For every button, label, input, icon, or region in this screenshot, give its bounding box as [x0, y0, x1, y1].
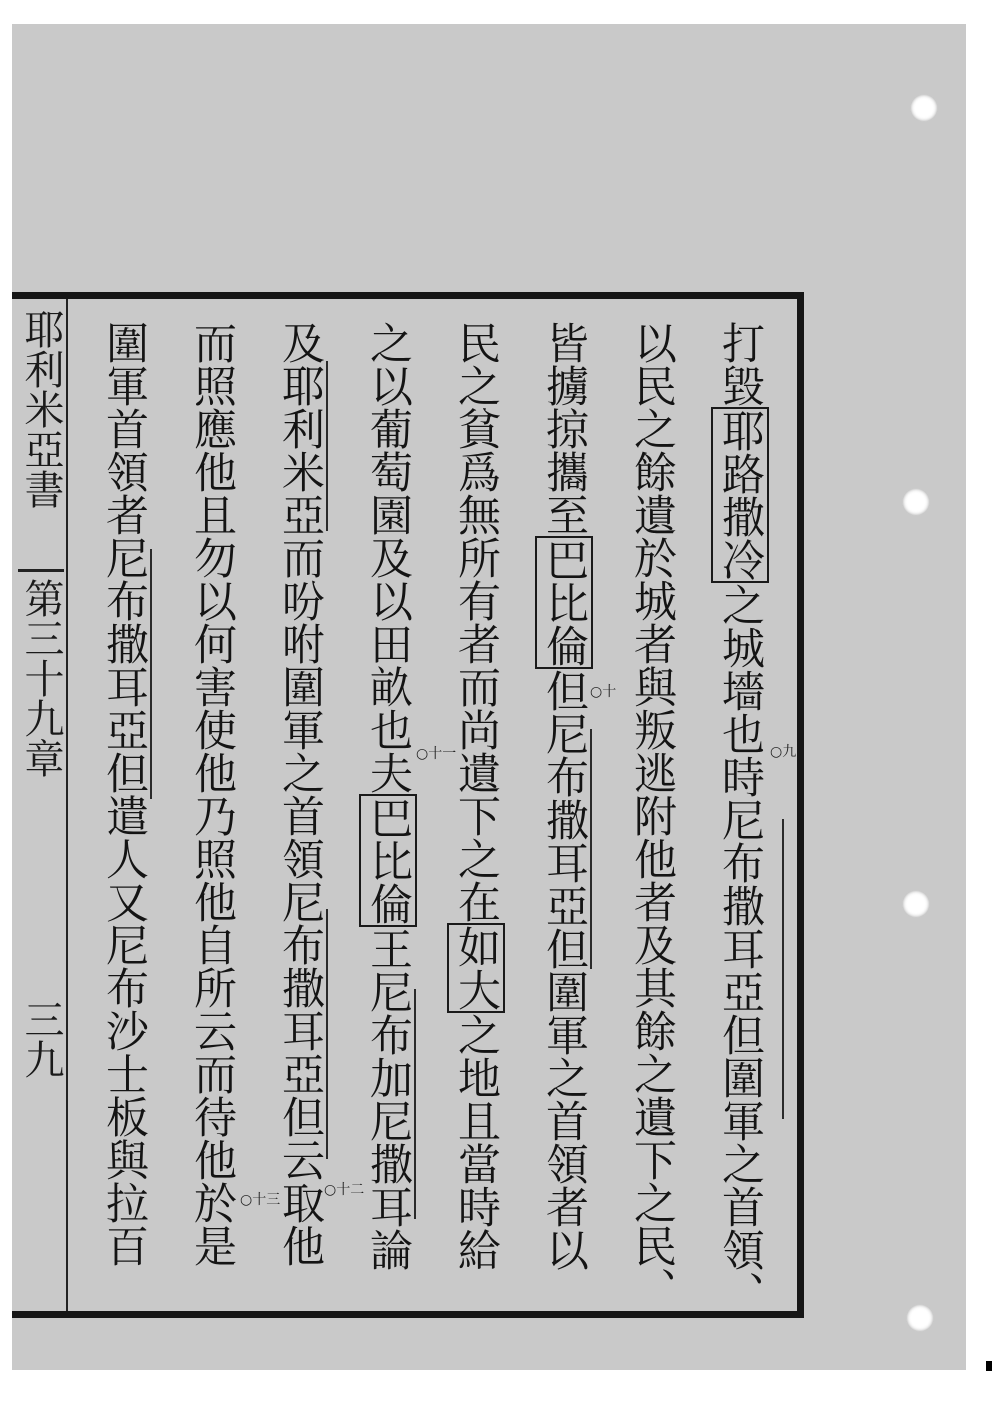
column-4-a: 民之貧爲無所有者而尚遺下之在: [451, 321, 501, 923]
name-rule-3: [414, 989, 416, 1219]
text-column-7: 而照應他且勿以何害使他乃照他自所云而待他於是: [187, 321, 237, 1267]
name-rule-2: [590, 729, 592, 969]
verse-mark-10: ○十: [590, 684, 617, 700]
place-name-babylon-2: 巴比倫: [359, 794, 417, 927]
column-4-b: 之地且當時給: [451, 1013, 501, 1271]
column-5-b: 王尼布加尼撒耳論: [363, 927, 413, 1271]
text-column-2: 以民之餘遺於城者與叛逃附他者及其餘之遺下之民、: [627, 321, 677, 1310]
binder-hole-1: [910, 94, 938, 122]
column-1-a: 打毀: [715, 321, 765, 407]
text-column-3: [540, 321, 588, 1325]
folio-number: 三九: [18, 999, 64, 1079]
running-title: 耶利米亞書: [18, 309, 64, 509]
scanned-page: [12, 24, 966, 1370]
place-name-babylon-1: 巴比倫: [535, 536, 593, 669]
name-rule-1: [782, 819, 784, 1119]
name-rule-5: [326, 909, 328, 1159]
binder-hole-2: [902, 488, 930, 516]
chapter-label: 第三十九章: [18, 569, 64, 778]
binder-hole-4: [906, 1304, 934, 1332]
place-name-judah: 如大: [447, 923, 505, 1013]
name-rule-4: [326, 361, 328, 531]
text-column-4: [452, 321, 500, 1325]
text-column-8: 圍軍首領者尼布撒耳亞但遣人又尼布沙士板與拉百: [99, 321, 149, 1267]
corner-mark: [986, 1361, 992, 1371]
column-1-b: 之城墻也時尼布撒耳亞但圍軍之首領、: [715, 583, 765, 1314]
margin-band: [12, 299, 68, 1311]
place-name-jerusalem: 耶路撒冷: [711, 407, 769, 583]
binder-hole-3: [902, 890, 930, 918]
verse-mark-12: ○十二: [324, 1182, 365, 1198]
verse-mark-13: ○十三: [240, 1192, 281, 1208]
text-column-5: [364, 321, 412, 1325]
text-frame: [12, 292, 804, 1318]
name-rule-6: [150, 549, 152, 799]
column-5-a: 之以葡萄園及以田畝也夫: [363, 321, 413, 794]
text-column-1: [716, 321, 764, 1325]
verse-mark-11: ○十一: [416, 746, 457, 762]
verse-mark-9: ○九: [770, 744, 797, 760]
column-3-b: 但尼布撒耳亞但圍軍之首領者以: [539, 669, 589, 1271]
text-column-6: 及耶利米亞而吩咐圍軍之首領尼布撒耳亞但云取他: [275, 321, 325, 1267]
column-3-a: 皆擄掠攜至: [539, 321, 589, 536]
